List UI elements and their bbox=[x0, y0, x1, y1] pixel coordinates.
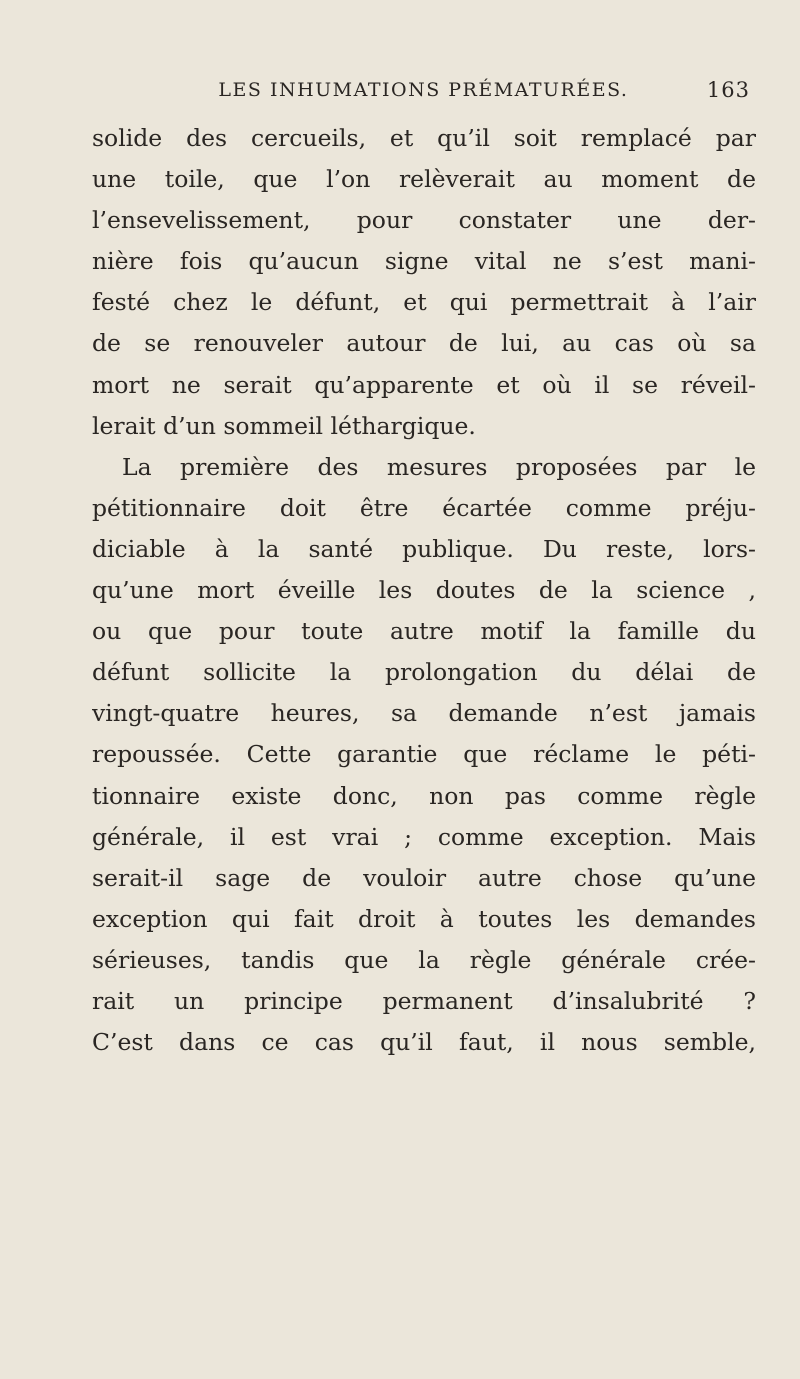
body-text bbox=[92, 118, 756, 1063]
text-line: une toile, que l’on relèverait au moment de bbox=[92, 165, 756, 194]
text-line: serait-il sage de vouloir autre chose qu’une bbox=[92, 863, 756, 892]
text-line: lerait d’un sommeil léthargique. bbox=[92, 411, 476, 440]
text-line: La première des mesures proposées par le bbox=[122, 452, 756, 481]
text-line: rait un principe permanent d’insalubrité ? bbox=[92, 986, 756, 1015]
text-line: de se renouveler autour de lui, au cas où sa bbox=[92, 329, 756, 358]
text-line: solide des cercueils, et qu’il soit remplacé par bbox=[92, 124, 756, 152]
text-line: sérieuses, tandis que la règle générale crée- bbox=[92, 945, 756, 974]
text-line: diciable à la santé publique. Du reste, lors- bbox=[92, 534, 756, 563]
text-line: repoussée. Cette garantie que réclame le péti- bbox=[92, 740, 756, 769]
text-line: pétitionnaire doit être écartée comme préju- bbox=[92, 493, 756, 522]
text-line: générale, il est vrai ; comme exception. Mais bbox=[92, 822, 756, 851]
running-title: LES INHUMATIONS PRÉMATURÉES. bbox=[218, 79, 629, 101]
text-line: exception qui fait droit à toutes les demandes bbox=[92, 904, 756, 933]
page-header bbox=[100, 76, 750, 104]
text-line: qu’une mort éveille les doutes de la science , bbox=[92, 576, 756, 605]
text-line: C’est dans ce cas qu’il faut, il nous semble, bbox=[92, 1028, 756, 1057]
text-line: vingt-quatre heures, sa demande n’est jamais bbox=[92, 699, 756, 728]
text-line: nière fois qu’aucun signe vital ne s’est mani- bbox=[92, 247, 756, 276]
text-line: festé chez le défunt, et qui permettrait à l’air bbox=[92, 288, 756, 317]
text-line: l’ensevelissement, pour constater une der- bbox=[92, 206, 756, 235]
text-line: mort ne serait qu’apparente et où il se réveil- bbox=[92, 370, 756, 399]
text-line: tionnaire existe donc, non pas comme règle bbox=[92, 781, 756, 810]
text-line: défunt sollicite la prolongation du délai de bbox=[92, 658, 756, 687]
page-number: 163 bbox=[706, 78, 750, 102]
text-line: ou que pour toute autre motif la famille du bbox=[92, 617, 756, 646]
